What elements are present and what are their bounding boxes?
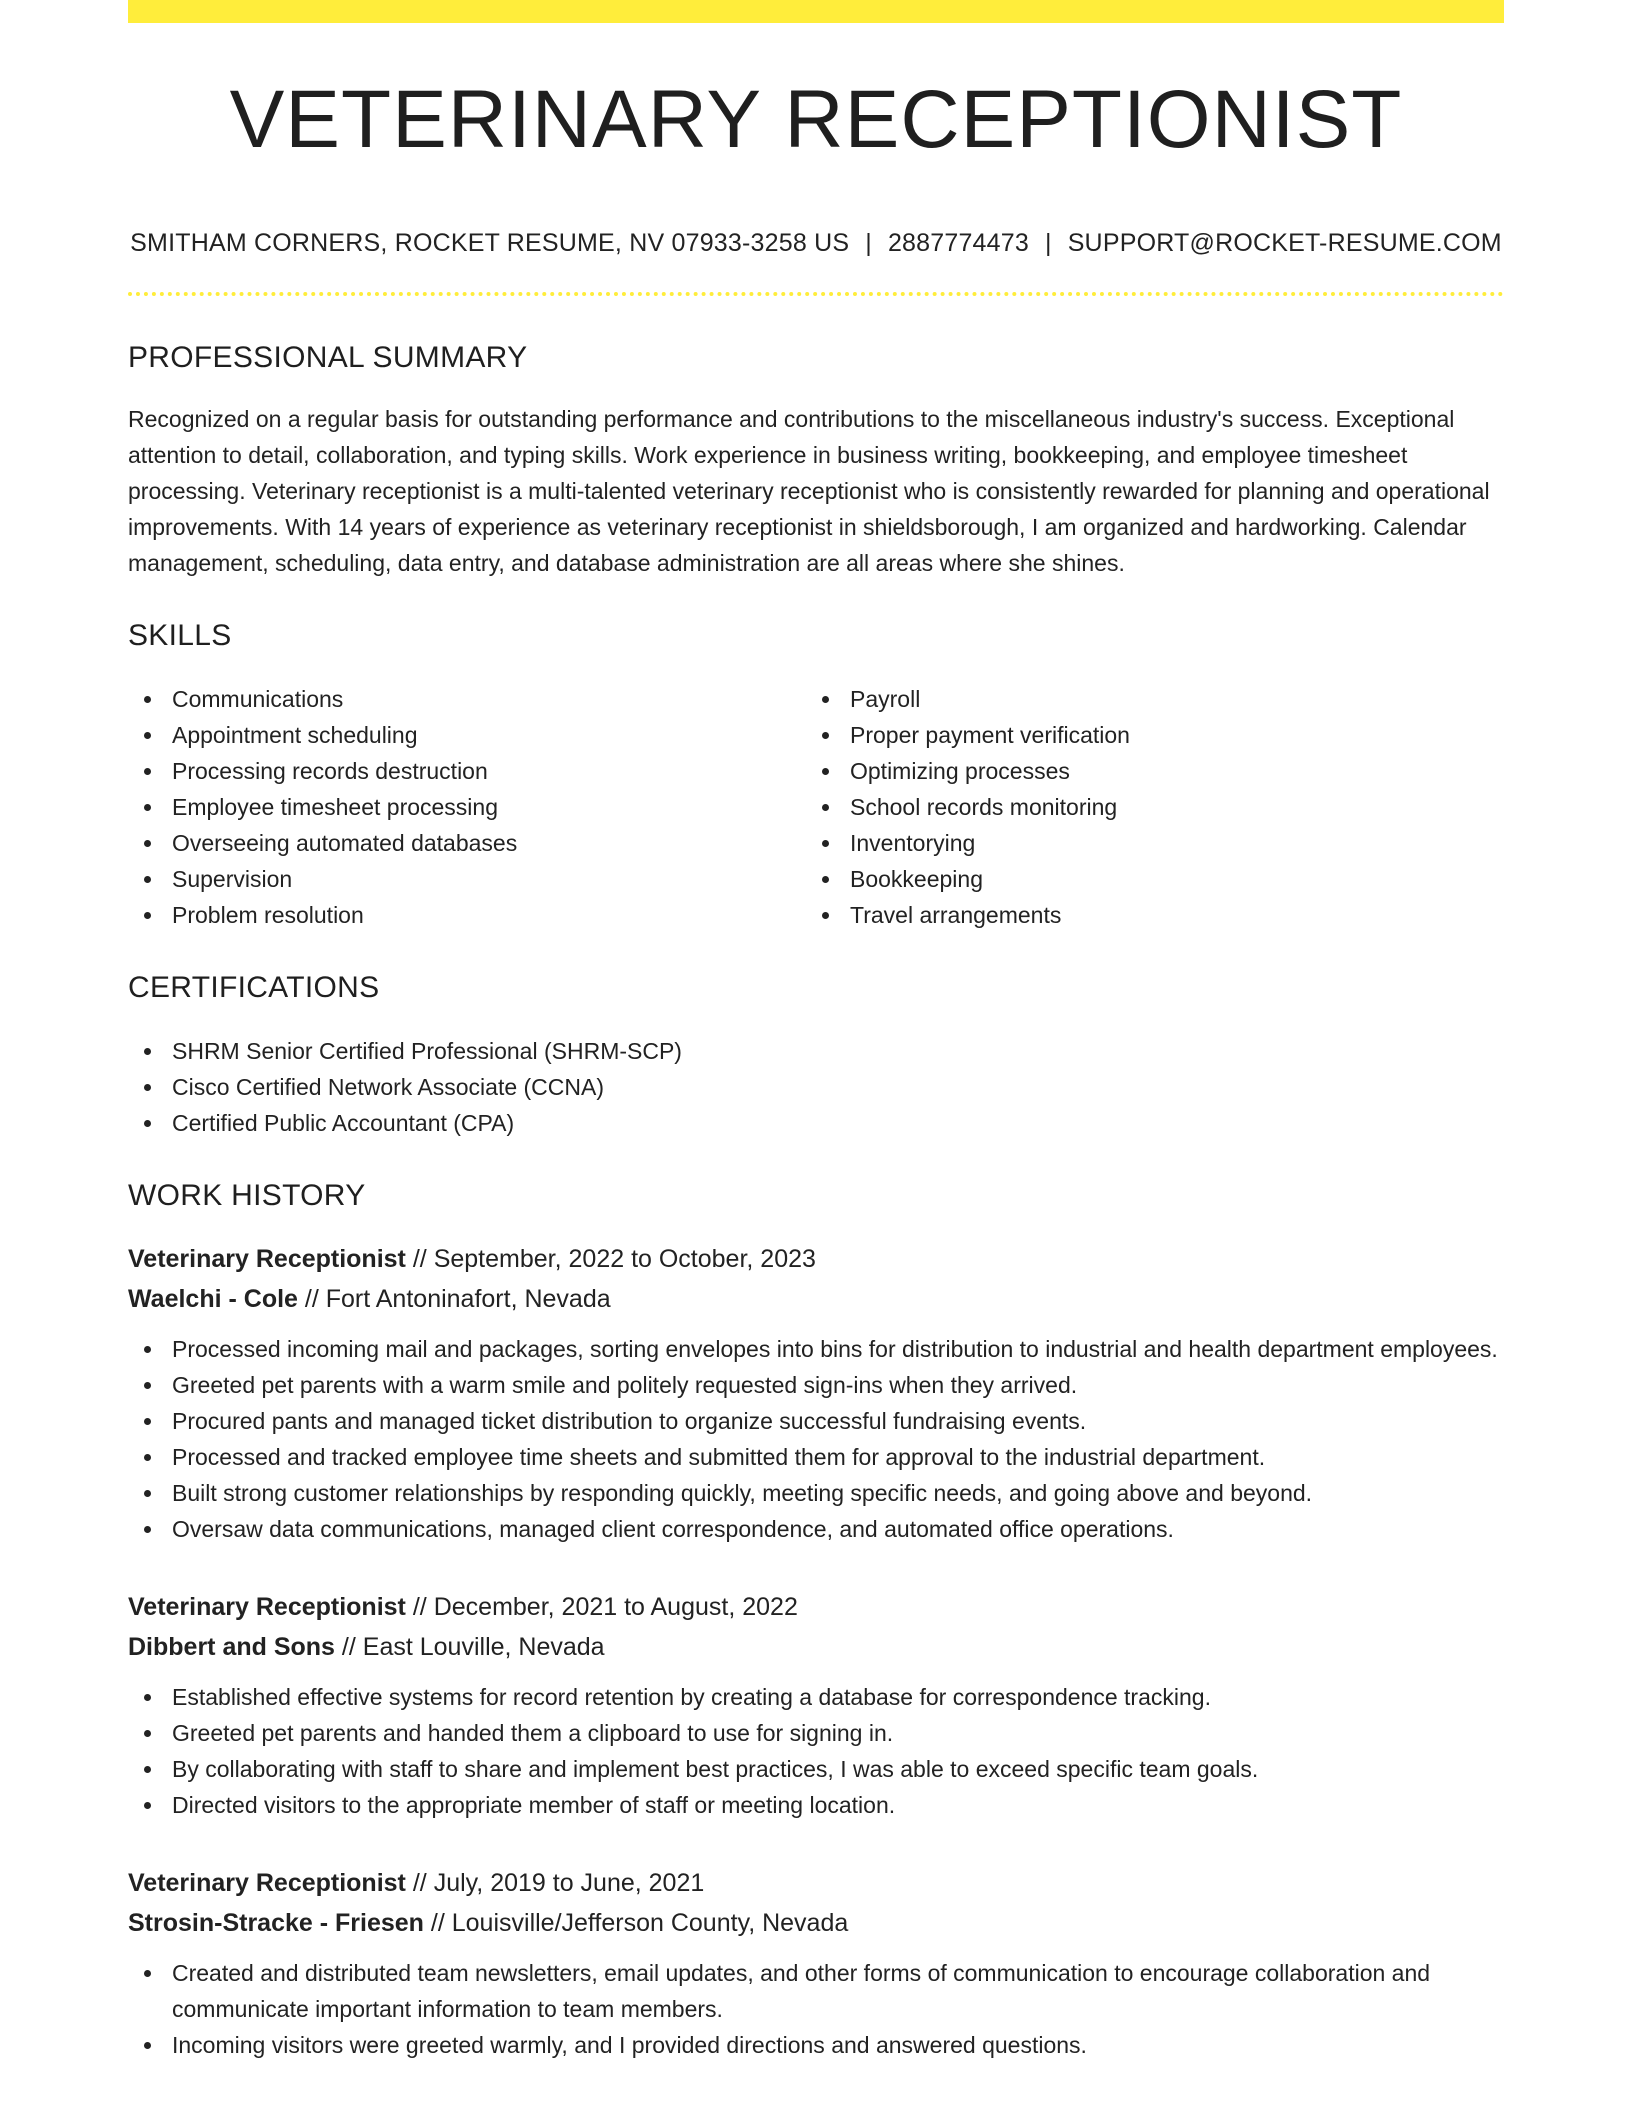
summary-heading: PROFESSIONAL SUMMARY [128,341,528,374]
job-delimiter: // [341,1633,356,1661]
resume-page [128,0,1504,2063]
skill-item: Employee timesheet processing [128,789,806,825]
job-company: Strosin-Stracke - Friesen [128,1909,424,1937]
contact-email: SUPPORT@ROCKET-RESUME.COM [1067,229,1502,257]
job-entry [128,1239,1504,1547]
job-duty-item: By collaborating with staff to share and implement best practices, I was able to exceed specific team goals. [128,1751,1504,1787]
certification-item: Certified Public Accountant (CPA) [128,1105,1504,1141]
skill-item: Optimizing processes [806,753,1484,789]
job-location: East Louville, Nevada [362,1633,605,1661]
job-duty-list [128,1331,1504,1547]
job-delimiter: // [412,1869,427,1897]
job-dates: December, 2021 to August, 2022 [433,1593,798,1621]
job-location: Louisville/Jefferson County, Nevada [451,1909,849,1937]
certifications-list [128,1033,1504,1141]
skill-item: Overseeing automated databases [128,825,806,861]
job-duty-item: Processed and tracked employee time sheets and submitted them for approval to the industrial department. [128,1439,1504,1475]
job-duty-list [128,1955,1504,2063]
skill-item: Bookkeeping [806,861,1484,897]
skills-column-right [806,681,1484,933]
skill-item: Payroll [806,681,1484,717]
job-company-line [128,1903,1504,1943]
job-company: Dibbert and Sons [128,1633,335,1661]
certification-list [128,1033,1504,1141]
contact-address: SMITHAM CORNERS, ROCKET RESUME, NV 07933-3258 US [130,229,850,257]
job-delimiter: // [412,1593,427,1621]
skill-item: Appointment scheduling [128,717,806,753]
skill-list [128,681,806,933]
job-duties [128,1955,1504,2063]
contact-separator: | [865,229,872,257]
contact-line [128,229,1504,258]
job-duties [128,1679,1504,1823]
job-duty-item: Directed visitors to the appropriate member of staff or meeting location. [128,1787,1504,1823]
skills-column-left [128,681,806,933]
certification-item: SHRM Senior Certified Professional (SHRM-SCP) [128,1033,1504,1069]
job-dates: July, 2019 to June, 2021 [433,1869,705,1897]
contact-separator: | [1044,229,1052,257]
job-duty-list [128,1679,1504,1823]
job-role-line [128,1587,1504,1627]
job-delimiter: // [430,1909,445,1937]
top-accent-bar [128,0,1504,23]
header-divider [128,292,1504,296]
job-delimiter: // [412,1245,427,1273]
job-company-line [128,1627,1504,1667]
job-dates: September, 2022 to October, 2023 [433,1245,816,1273]
job-company: Waelchi - Cole [128,1285,298,1313]
skills-grid [128,681,1504,933]
job-duty-item: Greeted pet parents and handed them a clipboard to use for signing in. [128,1715,1504,1751]
resume-title: VETERINARY RECEPTIONIST [229,74,1403,165]
job-role-line [128,1239,1504,1279]
job-duty-item: Greeted pet parents with a warm smile and politely requested sign-ins when they arrived. [128,1367,1504,1403]
job-location: Fort Antoninafort, Nevada [325,1285,611,1313]
job-duty-item: Oversaw data communications, managed client correspondence, and automated office operations. [128,1511,1504,1547]
skill-item: Communications [128,681,806,717]
job-duty-item: Processed incoming mail and packages, sorting envelopes into bins for distribution to industrial and health department employees. [128,1331,1504,1367]
certification-item: Cisco Certified Network Associate (CCNA) [128,1069,1504,1105]
certifications-heading: CERTIFICATIONS [128,971,380,1004]
job-duty-item: Built strong customer relationships by responding quickly, meeting specific needs, and going above and beyond. [128,1475,1504,1511]
job-company-line [128,1279,1504,1319]
job-duty-item: Established effective systems for record retention by creating a database for correspondence tracking. [128,1679,1504,1715]
skill-item: School records monitoring [806,789,1484,825]
skills-heading: SKILLS [128,619,232,652]
job-duty-item: Created and distributed team newsletters, email updates, and other forms of communication to encourage collaboration and communicate important information to team members. [128,1955,1504,2027]
skill-item: Supervision [128,861,806,897]
summary-text: Recognized on a regular basis for outstanding performance and contributions to the miscellaneous industry's success. Exceptional attention to detail, collaboration, and typing skills. Work experience in business writing, bookkeeping, and employee timesheet processing. Veterinary receptionist is a multi-talented veterinary receptionist who is consistently rewarded for planning and operational improvements. With 14 years of experience as veterinary receptionist in shieldsborough, I am organized and hardworking. Calendar management, scheduling, data entry, and database administration are all areas where she shines. [128,406,1490,576]
job-role: Veterinary Receptionist [128,1245,406,1273]
job-role-line [128,1863,1504,1903]
job-entry [128,1863,1504,2063]
work-history-heading: WORK HISTORY [128,1179,366,1212]
skill-item: Proper payment verification [806,717,1484,753]
job-duty-item: Procured pants and managed ticket distribution to organize successful fundraising events. [128,1403,1504,1439]
skill-item: Travel arrangements [806,897,1484,933]
skill-list [806,681,1484,933]
job-role: Veterinary Receptionist [128,1869,406,1897]
contact-phone: 2887774473 [887,229,1029,257]
skill-item: Problem resolution [128,897,806,933]
job-role: Veterinary Receptionist [128,1593,406,1621]
job-entry [128,1587,1504,1823]
job-duty-item: Incoming visitors were greeted warmly, and I provided directions and answered questions. [128,2027,1504,2063]
skill-item: Inventorying [806,825,1484,861]
skill-item: Processing records destruction [128,753,806,789]
job-delimiter: // [304,1285,319,1313]
job-duties [128,1331,1504,1547]
